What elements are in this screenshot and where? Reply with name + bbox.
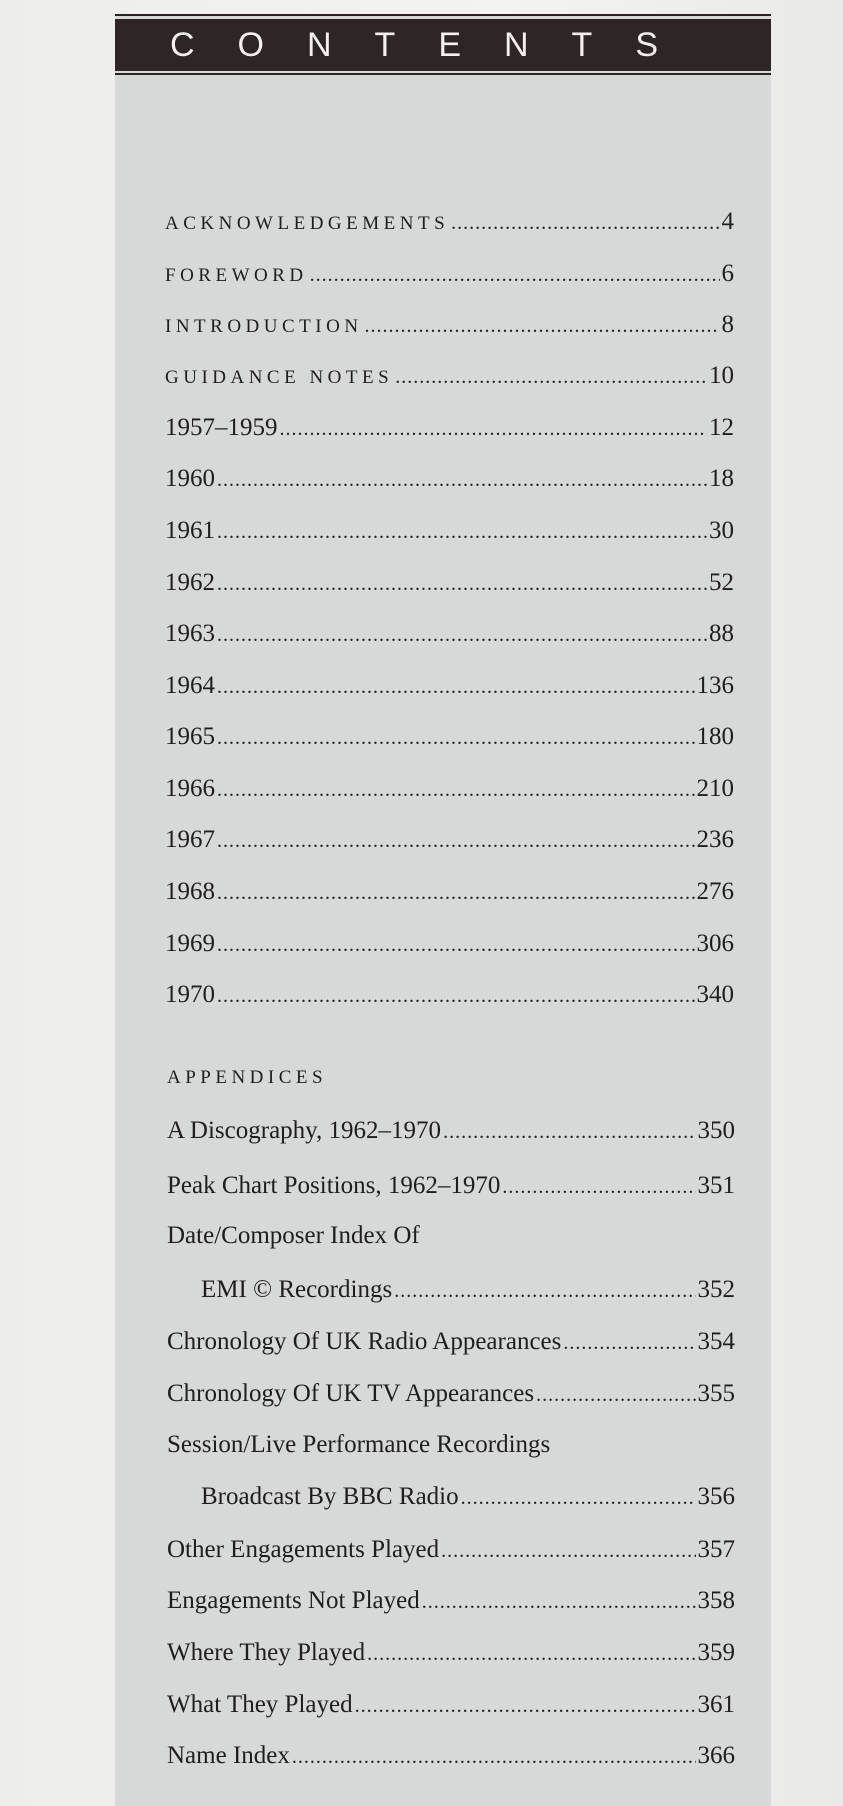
toc-entry-page: 355 xyxy=(697,1380,735,1407)
toc-entry-label: 1967 xyxy=(165,826,215,853)
toc-entry-label: 1963 xyxy=(165,620,215,647)
toc-entry-page: 276 xyxy=(696,878,734,905)
toc-entry-page: 6 xyxy=(721,260,734,287)
toc-entry-emi-recordings[interactable] xyxy=(201,1273,735,1307)
toc-entry-1961[interactable] xyxy=(165,514,734,548)
toc-entry-foreword[interactable] xyxy=(165,257,734,291)
toc-entry-page: 340 xyxy=(696,981,734,1008)
toc-entry-label: 1968 xyxy=(165,878,215,905)
toc-entry-label: GUIDANCE NOTES xyxy=(165,367,394,388)
toc-entry-uk-tv-appearances[interactable] xyxy=(167,1377,735,1411)
toc-entry-1964[interactable] xyxy=(165,669,734,703)
dot-leader xyxy=(217,721,695,755)
dot-leader xyxy=(422,1585,696,1619)
toc-entry-page: 8 xyxy=(721,311,734,338)
toc-entry-peak-chart-positions[interactable] xyxy=(167,1169,735,1203)
toc-entry-label: What They Played xyxy=(167,1691,353,1718)
page-title: CONTENTS xyxy=(115,19,771,71)
toc-entry-1962[interactable] xyxy=(165,566,734,600)
toc-entry-page: 210 xyxy=(696,775,734,802)
toc-entry-where-they-played[interactable] xyxy=(167,1636,735,1670)
toc-entry-page: 359 xyxy=(697,1639,735,1666)
contents-panel xyxy=(115,14,771,1806)
toc-entry-label: Engagements Not Played xyxy=(167,1587,420,1614)
toc-entry-page: 352 xyxy=(697,1276,735,1303)
dot-leader xyxy=(217,515,707,549)
toc-entry-page: 4 xyxy=(721,208,734,235)
toc-entry-what-they-played[interactable] xyxy=(167,1688,735,1722)
dot-leader xyxy=(217,773,695,807)
toc-entry-label: FOREWORD xyxy=(165,265,308,286)
dot-leader xyxy=(217,876,695,910)
toc-entry-page: 350 xyxy=(697,1117,735,1144)
toc-entry-page: 358 xyxy=(697,1587,735,1614)
toc-entry-1963[interactable] xyxy=(165,617,734,651)
dot-leader xyxy=(217,670,695,704)
toc-entry-label: 1965 xyxy=(165,723,215,750)
dot-leader xyxy=(443,1115,695,1149)
toc-entry-label: Broadcast By BBC Radio xyxy=(201,1483,459,1510)
dot-leader xyxy=(502,1170,695,1204)
toc-entry-1965[interactable] xyxy=(165,720,734,754)
toc-entry-page: 10 xyxy=(709,362,734,389)
toc-entry-other-engagements-played[interactable] xyxy=(167,1533,735,1567)
toc-entry-label: 1962 xyxy=(165,569,215,596)
dot-leader xyxy=(217,979,695,1013)
toc-entry-date-composer-index[interactable]: Date/Composer Index Of xyxy=(167,1222,420,1249)
toc-entry-discography[interactable] xyxy=(167,1114,735,1148)
toc-entry-page: 236 xyxy=(696,826,734,853)
dot-leader xyxy=(461,1481,696,1515)
toc-entry-page: 52 xyxy=(709,569,734,596)
toc-entry-label: EMI © Recordings xyxy=(201,1276,393,1303)
toc-entry-label: 1957–1959 xyxy=(165,414,278,441)
toc-entry-label: Where They Played xyxy=(167,1639,366,1666)
toc-entry-page: 306 xyxy=(696,930,734,957)
toc-entry-label: Peak Chart Positions, 1962–1970 xyxy=(167,1172,501,1199)
toc-entry-label: 1960 xyxy=(165,465,215,492)
toc-entry-page: 354 xyxy=(697,1328,735,1355)
toc-entry-uk-radio-appearances[interactable] xyxy=(167,1325,735,1359)
dot-leader xyxy=(310,258,720,292)
toc-entry-page: 88 xyxy=(709,620,734,647)
toc-entry-label: ACKNOWLEDGEMENTS xyxy=(165,213,450,234)
toc-list xyxy=(115,14,771,1806)
dot-leader xyxy=(280,412,708,446)
dot-leader xyxy=(365,309,720,343)
toc-entry-1966[interactable] xyxy=(165,772,734,806)
toc-entry-label: 1961 xyxy=(165,517,215,544)
dot-leader xyxy=(292,1740,696,1774)
dot-leader xyxy=(395,360,707,394)
dot-leader xyxy=(217,928,695,962)
toc-entry-engagements-not-played[interactable] xyxy=(167,1584,735,1618)
toc-entry-page: 18 xyxy=(709,465,734,492)
toc-entry-label: 1969 xyxy=(165,930,215,957)
toc-entry-label: Other Engagements Played xyxy=(167,1536,440,1563)
toc-entry-page: 356 xyxy=(697,1483,735,1510)
toc-entry-name-index[interactable] xyxy=(167,1739,735,1773)
dot-leader xyxy=(217,567,707,601)
toc-entry-label: Chronology Of UK TV Appearances xyxy=(167,1380,535,1407)
dot-leader xyxy=(217,824,695,858)
toc-entry-1967[interactable] xyxy=(165,823,734,857)
appendices-heading: APPENDICES xyxy=(167,1067,328,1088)
toc-entry-label: Name Index xyxy=(167,1742,290,1769)
toc-entry-label: INTRODUCTION xyxy=(165,316,363,337)
dot-leader xyxy=(217,618,707,652)
toc-entry-label: 1970 xyxy=(165,981,215,1008)
toc-entry-broadcast-by-bbc-radio[interactable] xyxy=(201,1480,735,1514)
dot-leader xyxy=(441,1534,695,1568)
toc-entry-session-live-recordings[interactable]: Session/Live Performance Recordings xyxy=(167,1431,551,1458)
toc-entry-page: 30 xyxy=(709,517,734,544)
toc-entry-label: 1966 xyxy=(165,775,215,802)
dot-leader xyxy=(536,1378,695,1412)
dot-leader xyxy=(563,1326,695,1360)
toc-entry-page: 136 xyxy=(696,672,734,699)
dot-leader xyxy=(217,463,707,497)
dot-leader xyxy=(367,1637,695,1671)
toc-entry-1957-1959[interactable] xyxy=(165,411,734,445)
toc-entry-page: 12 xyxy=(709,414,734,441)
toc-entry-guidance-notes[interactable] xyxy=(165,359,734,393)
toc-entry-page: 361 xyxy=(697,1691,735,1718)
toc-entry-label: 1964 xyxy=(165,672,215,699)
toc-entry-1969[interactable] xyxy=(165,927,734,961)
toc-entry-page: 366 xyxy=(697,1742,735,1769)
toc-entry-page: 180 xyxy=(696,723,734,750)
toc-entry-1960[interactable] xyxy=(165,462,734,496)
toc-entry-1968[interactable] xyxy=(165,875,734,909)
toc-entry-page: 357 xyxy=(697,1536,735,1563)
dot-leader xyxy=(394,1274,695,1308)
toc-entry-page: 351 xyxy=(697,1172,735,1199)
toc-entry-introduction[interactable] xyxy=(165,308,734,342)
toc-entry-label: A Discography, 1962–1970 xyxy=(167,1117,442,1144)
toc-entry-acknowledgements[interactable] xyxy=(165,205,734,239)
toc-entry-1970[interactable] xyxy=(165,978,734,1012)
toc-entry-label: Chronology Of UK Radio Appearances xyxy=(167,1328,562,1355)
dot-leader xyxy=(451,206,719,240)
dot-leader xyxy=(355,1689,696,1723)
